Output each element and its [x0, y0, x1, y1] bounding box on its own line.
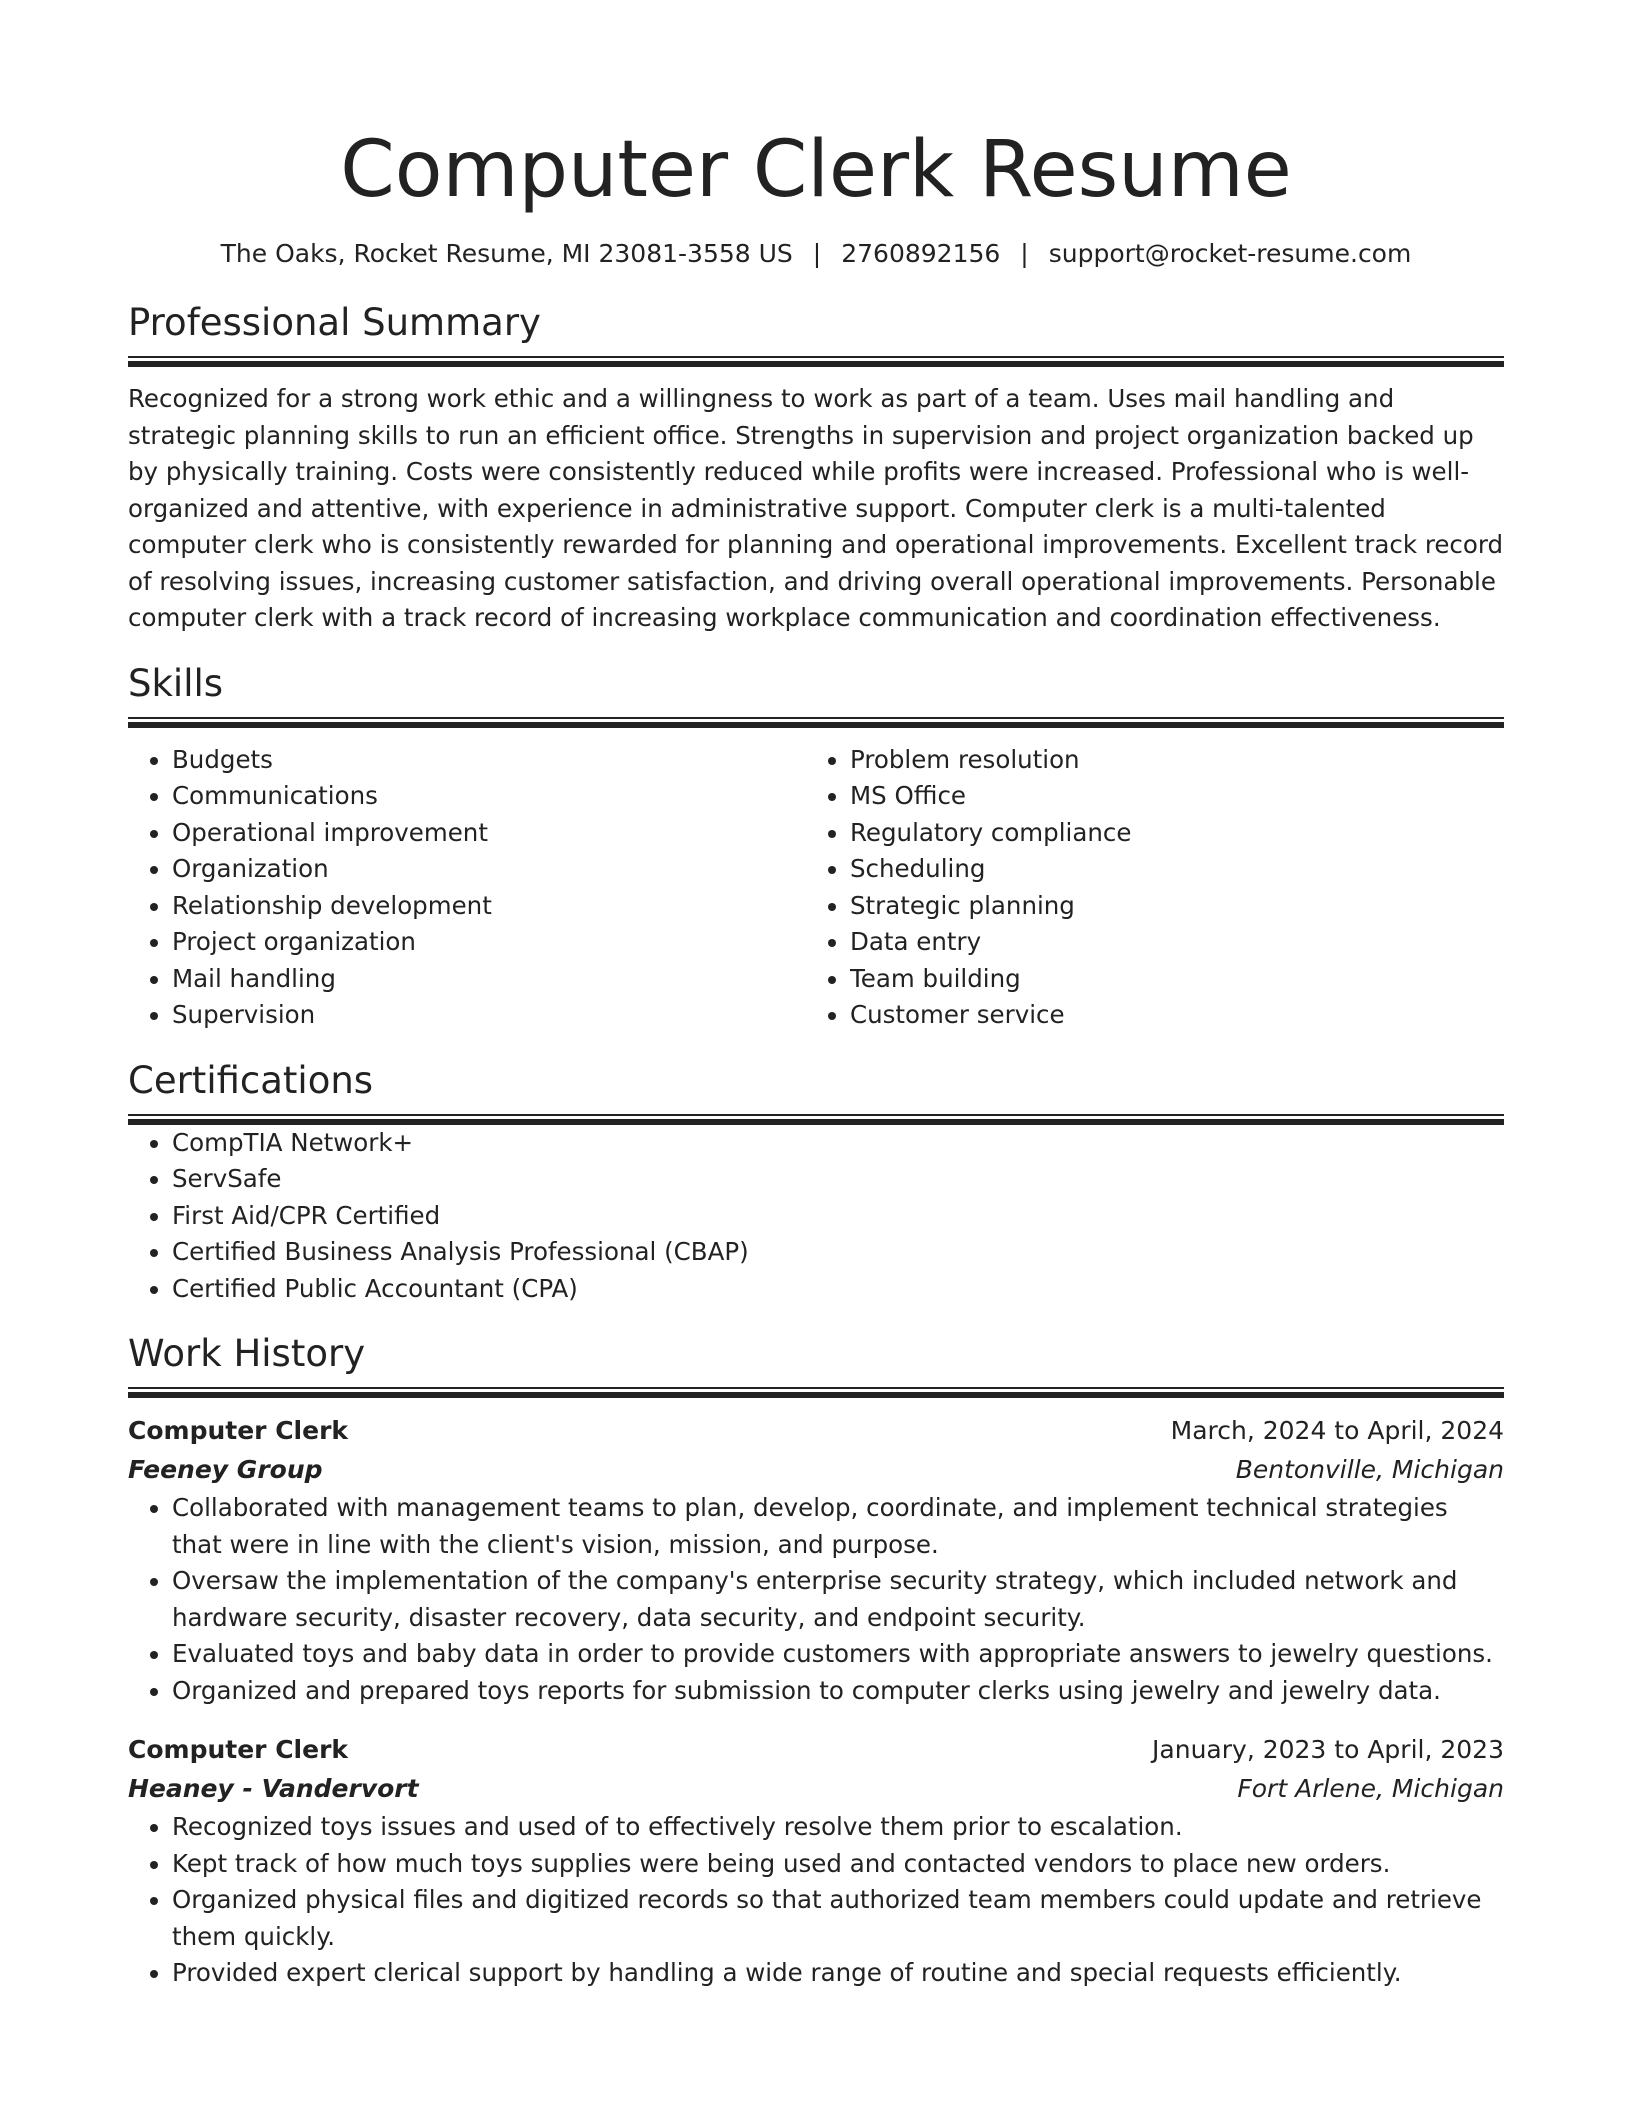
job-title: Computer Clerk — [128, 1416, 349, 1445]
job-location: Fort Arlene, Michigan — [1237, 1774, 1504, 1803]
job-dates: March, 2024 to April, 2024 — [1170, 1416, 1504, 1445]
certification-item: • Certified Public Accountant (CPA) — [172, 1271, 1504, 1308]
skill-item: • Customer service — [850, 997, 1484, 1034]
job-dates: January, 2023 to April, 2023 — [1152, 1735, 1504, 1764]
skill-item: • Communications — [172, 778, 806, 815]
certifications-list — [128, 1125, 1504, 1308]
job-duty-item: • Kept track of how much toys supplies were being used and contacted vendors to place new orders. — [172, 1846, 1504, 1883]
skill-item: • Supervision — [172, 997, 806, 1034]
summary-section — [128, 300, 1504, 637]
skill-item: • Team building — [850, 961, 1484, 998]
page-title: Computer Clerk Resume — [340, 125, 1292, 215]
job-duty-item: • Provided expert clerical support by handling a wide range of routine and special requests efficiently. — [172, 1955, 1504, 1992]
skills-heading: Skills — [128, 661, 224, 705]
skills-list-right — [806, 742, 1484, 1034]
skills-column-left — [128, 742, 806, 1034]
job-duty-item: • Organized physical files and digitized records so that authorized team members could update and retrieve them quickly. — [172, 1882, 1504, 1955]
job-duty-item: • Organized and prepared toys reports for submission to computer clerks using jewelry and jewelry data. — [172, 1673, 1504, 1710]
job-duty-item: • Collaborated with management teams to plan, develop, coordinate, and implement technical strategies that were in line with the client's vision, mission, and purpose. — [172, 1490, 1504, 1563]
contact-separator: | — [812, 239, 822, 268]
job-header — [128, 1412, 1504, 1450]
certifications-section — [128, 1058, 1504, 1308]
section-divider — [128, 356, 1504, 367]
skills-column-right — [806, 742, 1484, 1034]
contact-address: The Oaks, Rocket Resume, MI 23081-3558 US — [220, 239, 793, 268]
job-header — [128, 1731, 1504, 1769]
job-title: Computer Clerk — [128, 1735, 349, 1764]
skill-item: • Budgets — [172, 742, 806, 779]
job-location: Bentonville, Michigan — [1235, 1455, 1504, 1484]
contact-email: support@rocket-resume.com — [1048, 239, 1412, 268]
section-divider — [128, 1387, 1504, 1398]
job-duty-item: • Oversaw the implementation of the company's enterprise security strategy, which included network and hardware security, disaster recovery, data security, and endpoint security. — [172, 1563, 1504, 1636]
skill-item: • Relationship development — [172, 888, 806, 925]
contact-separator: | — [1020, 239, 1029, 268]
job-duties-list — [128, 1809, 1504, 1992]
skills-section — [128, 661, 1504, 1034]
summary-heading: Professional Summary — [128, 301, 541, 344]
skill-item: • Operational improvement — [172, 815, 806, 852]
job-subheader — [128, 1769, 1504, 1809]
job-duty-item: • Evaluated toys and baby data in order to provide customers with appropriate answers to jewelry questions. — [172, 1636, 1504, 1673]
section-divider — [128, 717, 1504, 728]
certification-item: • CompTIA Network+ — [172, 1125, 1504, 1162]
skill-item: • MS Office — [850, 778, 1484, 815]
skill-item: • Project organization — [172, 924, 806, 961]
work-history-heading: Work History — [128, 1332, 366, 1375]
work-history-section — [128, 1331, 1504, 1992]
job-duty-item: • Recognized toys issues and used of to effectively resolve them prior to escalation. — [172, 1809, 1504, 1846]
section-divider — [128, 1114, 1504, 1125]
skill-item: • Scheduling — [850, 851, 1484, 888]
job-duties-list — [128, 1490, 1504, 1709]
certification-item: • ServSafe — [172, 1161, 1504, 1198]
skills-columns — [128, 742, 1504, 1034]
summary-text: Recognized for a strong work ethic and a willingness to work as part of a team. Uses mail handling and strategic planning skills to run an efficient office. Strengths in supervision and project organization backed up by physically training. Costs were consistently reduced while profits were increased. Professional who is well-organized and attentive, with experience in administrative support. Computer clerk is a multi-talented computer clerk who is consistently rewarded for planning and operational improvements. Excellent track record of resolving issues, increasing customer satisfaction, and driving overall operational improvements. Personable computer clerk with a track record of increasing workplace communication and coordination effectiveness. — [128, 384, 1504, 632]
job-entry — [128, 1731, 1504, 1992]
certifications-heading: Certifications — [128, 1058, 374, 1102]
skill-item: • Regulatory compliance — [850, 815, 1484, 852]
certification-item: • First Aid/CPR Certified — [172, 1198, 1504, 1235]
job-company: Heaney - Vandervort — [128, 1774, 419, 1803]
skills-list-left — [128, 742, 806, 1034]
certification-item: • Certified Business Analysis Professional (CBAP) — [172, 1234, 1504, 1271]
contact-phone: 2760892156 — [841, 239, 1001, 268]
job-subheader — [128, 1450, 1504, 1490]
job-entry — [128, 1412, 1504, 1709]
skill-item: • Strategic planning — [850, 888, 1484, 925]
job-company: Feeney Group — [128, 1455, 323, 1484]
skill-item: • Problem resolution — [850, 742, 1484, 779]
resume-page — [128, 0, 1504, 1992]
skill-item: • Organization — [172, 851, 806, 888]
contact-line — [128, 238, 1504, 270]
skill-item: • Mail handling — [172, 961, 806, 998]
skill-item: • Data entry — [850, 924, 1484, 961]
